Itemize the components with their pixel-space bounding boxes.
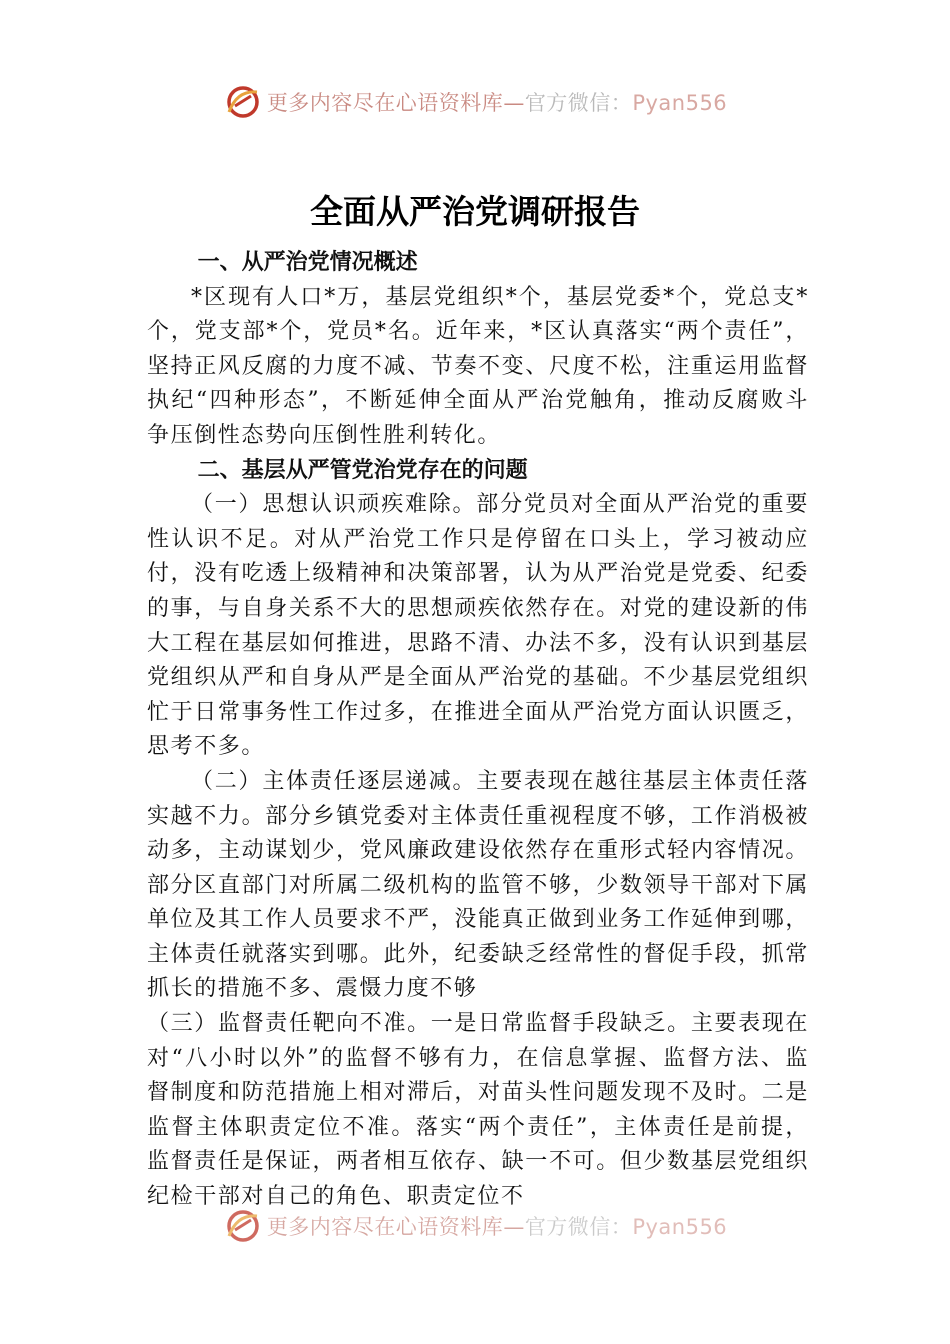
watermark-text <box>267 1211 727 1241</box>
section2-paragraph-1: （一）思想认识顽疾难除。部分党员对全面从严治党的重要性认识不足。对从严治党工作只是停留在口头上，学习被动应付，没有吃透上级精神和决策部署，认为从严治党是党委、纪委的事，与自身关系不大的思想顽疾依然存在。对党的建设新的伟大工程在基层如何推进，思路不清、办法不多，没有认识到基层党组织从严和自身从严是全面从严治党的基础。不少基层党组织忙于日常事务性工作过多，在推进全面从严治党方面认识匮乏，思考不多。 <box>147 492 809 760</box>
watermark-separator: — <box>503 1215 525 1239</box>
watermark-banner-top <box>0 82 950 122</box>
document-body <box>147 246 809 1215</box>
section1-heading: 一、从严治党情况概述 <box>197 250 418 275</box>
document-title: 全面从严治党调研报告 <box>310 192 640 231</box>
section2-paragraph-2: （二）主体责任逐层递减。主要表现在越往基层主体责任落实越不力。部分乡镇党委对主体责任重视程度不够，工作消极被动多，主动谋划少，党风廉政建设依然存在重形式轻内容情况。部分区直部门对所属二级机构的监管不够，少数领导干部对下属单位及其工作人员要求不严，没能真正做到业务工作延伸到哪，主体责任就落实到哪。此外，纪委缺乏经常性的督促手段，抓常抓长的措施不多、震慑力度不够 <box>147 768 809 1002</box>
watermark-wechat-label: 官方微信： <box>524 1215 633 1239</box>
brand-logo-icon <box>223 82 263 122</box>
watermark-wechat-id: Pyan556 <box>632 1215 728 1239</box>
watermark-banner-bottom <box>0 1206 950 1246</box>
watermark-wechat-label: 官方微信： <box>524 91 633 115</box>
brand-logo-icon <box>223 1206 263 1246</box>
watermark-main: 更多内容尽在心语资料库 <box>266 1215 504 1239</box>
section2-paragraph-3: （三）监督责任靶向不准。一是日常监督手段缺乏。主要表现在对“八小时以外”的监督不够有力，在信息掌握、监督方法、监督制度和防范措施上相对滞后，对苗头性问题发现不及时。二是监督主体职责定位不准。落实“两个责任”，主体责任是前提，监督责任是保证，两者相互依存、缺一不可。但少数基层党组织纪检干部对自己的角色、职责定位不 <box>147 1011 809 1210</box>
watermark-wechat-id: Pyan556 <box>632 91 728 115</box>
section2-heading: 二、基层从严管党治党存在的问题 <box>197 457 528 483</box>
watermark-separator: — <box>503 91 525 115</box>
watermark-main: 更多内容尽在心语资料库 <box>266 91 504 115</box>
watermark-text <box>267 87 727 117</box>
section1-paragraph-1: *区现有人口*万，基层党组织*个，基层党委*个，党总支*个，党支部*个，党员*名。近年来，*区认真落实“两个责任”，坚持正风反腐的力度不减、节奏不变、尺度不松，注重运用监督执纪“四种形态”，不断延伸全面从严治党触角，推动反腐败斗争压倒性态势向压倒性胜利转化。 <box>147 284 809 448</box>
